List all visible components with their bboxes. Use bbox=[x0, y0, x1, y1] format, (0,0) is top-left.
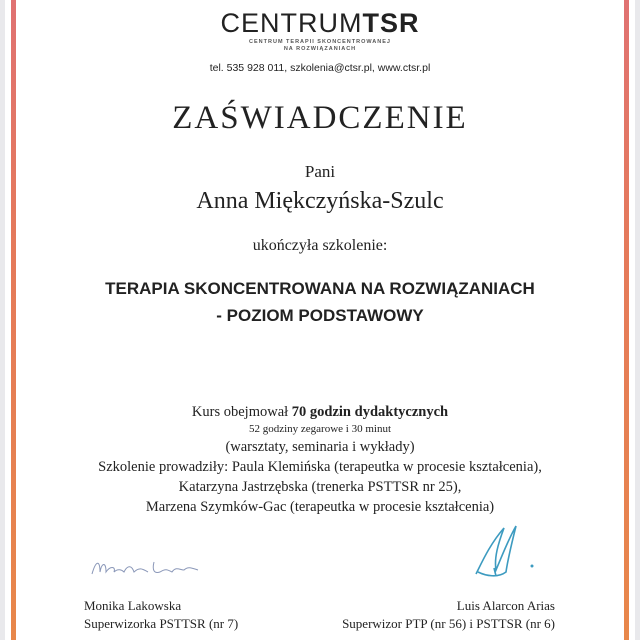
recipient-name: Anna Miękczyńska-Szulc bbox=[196, 188, 444, 214]
logo-subtitle bbox=[0, 39, 640, 53]
signatory-right-role: Superwizor PTP (nr 56) i PSTTSR (nr 6) bbox=[342, 616, 555, 631]
signatory-left-name: Monika Lakowska bbox=[84, 598, 182, 613]
trainers-line3: Marzena Szymków-Gac (terapeutka w procesie kształcenia) bbox=[145, 499, 495, 515]
signatory-left bbox=[84, 597, 238, 633]
course-line1: TERAPIA SKONCENTROWANA NA ROZWIĄZANIACH bbox=[105, 279, 535, 298]
hours-bold: 70 godzin dydaktycznych bbox=[291, 404, 449, 420]
logo bbox=[0, 8, 640, 53]
logo-text: CENTRUM bbox=[220, 8, 363, 38]
logo-sub-line2: NA ROZWIĄZANIACH bbox=[283, 46, 357, 52]
salutation: Pani bbox=[304, 162, 336, 181]
signatory-right-name: Luis Alarcon Arias bbox=[456, 598, 555, 613]
hours-line bbox=[0, 402, 640, 422]
course-line2: - POZIOM PODSTAWOWY bbox=[216, 306, 424, 325]
signature-right bbox=[468, 522, 548, 582]
completed-text: ukończyła szkolenie: bbox=[252, 237, 388, 254]
course-details bbox=[0, 402, 640, 517]
hours-prefix: Kurs obejmował bbox=[191, 404, 292, 420]
contact-info: tel. 535 928 011, szkolenia@ctsr.pl, www.ctsr.pl bbox=[209, 62, 431, 74]
course-title bbox=[0, 275, 640, 329]
logo-text-bold: TSR bbox=[362, 8, 420, 38]
signatory-left-role: Superwizorka PSTTSR (nr 7) bbox=[84, 616, 239, 631]
trainers-line2: Katarzyna Jastrzębska (trenerka PSTTSR nr 25), bbox=[178, 479, 462, 495]
course-forms: (warsztaty, seminaria i wykłady) bbox=[225, 439, 415, 455]
trainers-line1: Szkolenie prowadziły: Paula Klemińska (terapeutka w procesie kształcenia), bbox=[98, 459, 542, 475]
signatory-right bbox=[342, 597, 555, 633]
clock-hours: 52 godziny zegarowe i 30 minut bbox=[248, 423, 392, 435]
document-title: ZAŚWIADCZENIE bbox=[172, 100, 468, 136]
logo-sub-line1: CENTRUM TERAPII SKONCENTROWANEJ bbox=[249, 39, 391, 45]
signature-left bbox=[88, 552, 208, 582]
